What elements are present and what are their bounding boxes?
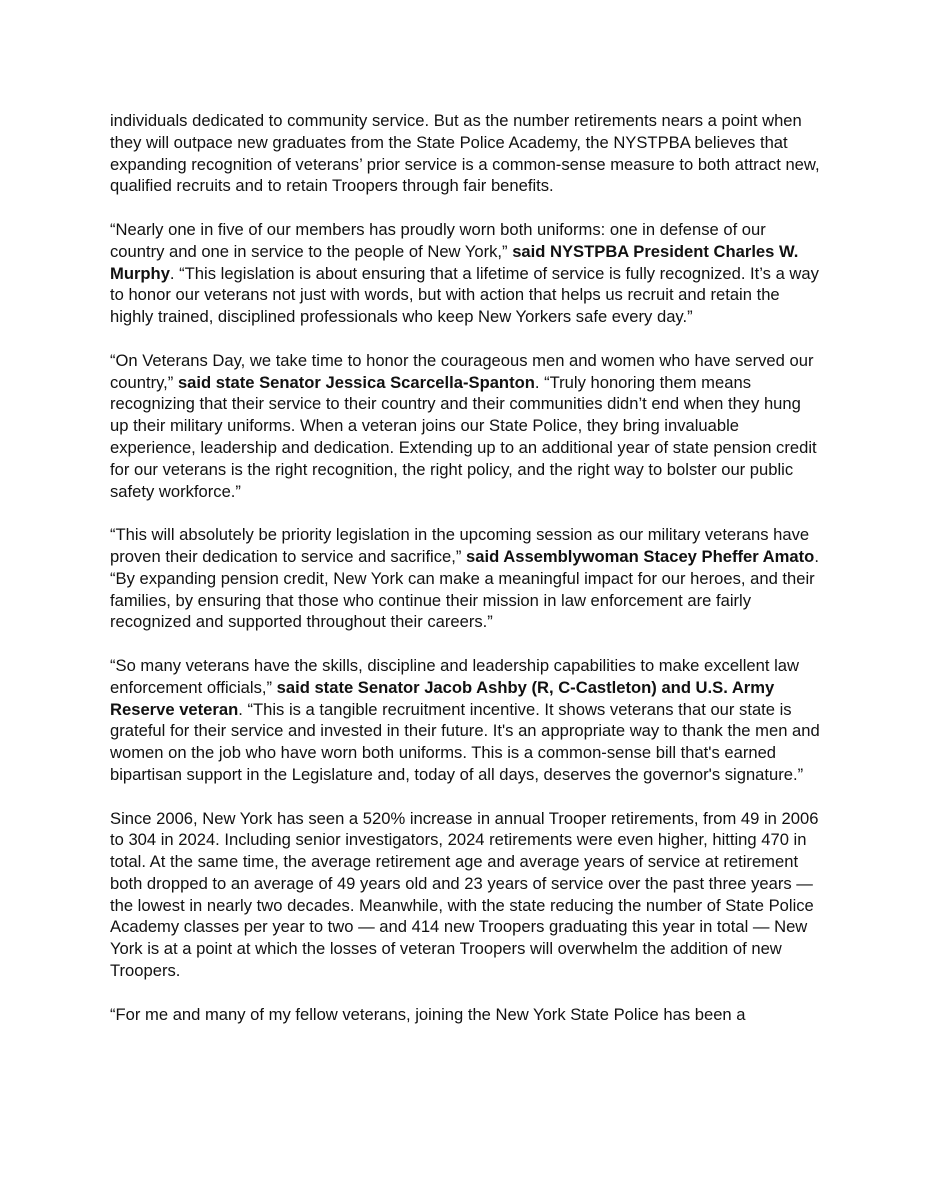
quote-text: . “By expanding pension credit, New York can make a meaningful impact for our heroes, and their families, by ensuring that those who continue their mission in law enforcement are fairly recognized and supported throughout their careers.” [110, 546, 819, 632]
speaker-attribution: said state Senator Jessica Scarcella-Spanton [177, 372, 535, 392]
quote-text: “Nearly one in five of our members has proudly worn both uniforms: one in defense of our country and one in service to the people of New York,” [110, 219, 766, 261]
quote-text: . “This legislation is about ensuring that a lifetime of service is fully recognized. It’s a way to honor our veterans not just with words, but with action that helps us recruit and retain the highly trained, disciplined professionals who keep New Yorkers safe every day.” [110, 263, 819, 327]
paragraph-text: individuals dedicated to community service. But as the number retirements nears a point when they will outpace new graduates from the State Police Academy, the NYSTPBA believes that expanding recognition of veterans’ prior service is a common-sense measure to both attract new, qualified recruits and to retain Troopers through fair benefits. [110, 111, 820, 196]
speaker-attribution: said Assemblywoman Stacey Pheffer Amato [466, 546, 815, 566]
paragraph-recruitment-context [110, 110, 822, 197]
paragraph-scarcella-spanton-quote [110, 350, 822, 503]
paragraph-retirement-statistics [110, 808, 822, 982]
quote-text: “This will absolutely be priority legislation in the upcoming session as our military veterans have proven their dedication to service and sacrifice,” [110, 525, 810, 566]
paragraph-murphy-quote [110, 219, 822, 328]
quote-text: “On Veterans Day, we take time to honor the courageous men and women who have served our country,” [110, 350, 814, 392]
quote-text: . “Truly honoring them means recognizing that their service to their country and their communities didn’t end when they hung up their military uniforms. When a veteran joins our State Police, they bring invaluable experience, leadership and dedication. Extending up to an additional year of state pension credit for our veterans is the right recognition, the right policy, and the right way to bolster our public safety workforce.” [110, 372, 817, 501]
quote-text: “So many veterans have the skills, discipline and leadership capabilities to make excellent law enforcement officials,” [110, 655, 799, 697]
quote-text: . “This is a tangible recruitment incentive. It shows veterans that our state is grateful for their service and invested in their future. It's an appropriate way to thank the men and women on the job who have worn both uniforms. This is a common-sense bill that's earned bipartisan support in the Legislature and, today of all days, deserves the governor's signature.” [110, 699, 820, 784]
document-page [110, 110, 822, 1025]
paragraph-veteran-quote-start [110, 1004, 822, 1026]
paragraph-text: “For me and many of my fellow veterans, joining the New York State Police has been a [110, 1004, 746, 1024]
paragraph-ashby-quote [110, 655, 822, 786]
speaker-attribution: said state Senator Jacob Ashby (R, C-Castleton) and U.S. Army Reserve veteran [110, 677, 775, 719]
paragraph-text: Since 2006, New York has seen a 520% increase in annual Trooper retirements, from 49 in 2006 to 304 in 2024. Including senior investigators, 2024 retirements were even higher, hitting 470 in total. At the same time, the average retirement age and average years of service at retirement both dropped to an average of 49 years old and 23 years of service over the past three years — the lowest in nearly two decades. Meanwhile, with the state reducing the number of State Police Academy classes per year to two — and 414 new Troopers graduating this year in total — New York is at a point at which the losses of veteran Troopers will overwhelm the addition of new Troopers. [110, 808, 819, 981]
speaker-attribution: said NYSTPBA President Charles W. Murphy [110, 241, 799, 283]
paragraph-pheffer-amato-quote [110, 524, 822, 633]
